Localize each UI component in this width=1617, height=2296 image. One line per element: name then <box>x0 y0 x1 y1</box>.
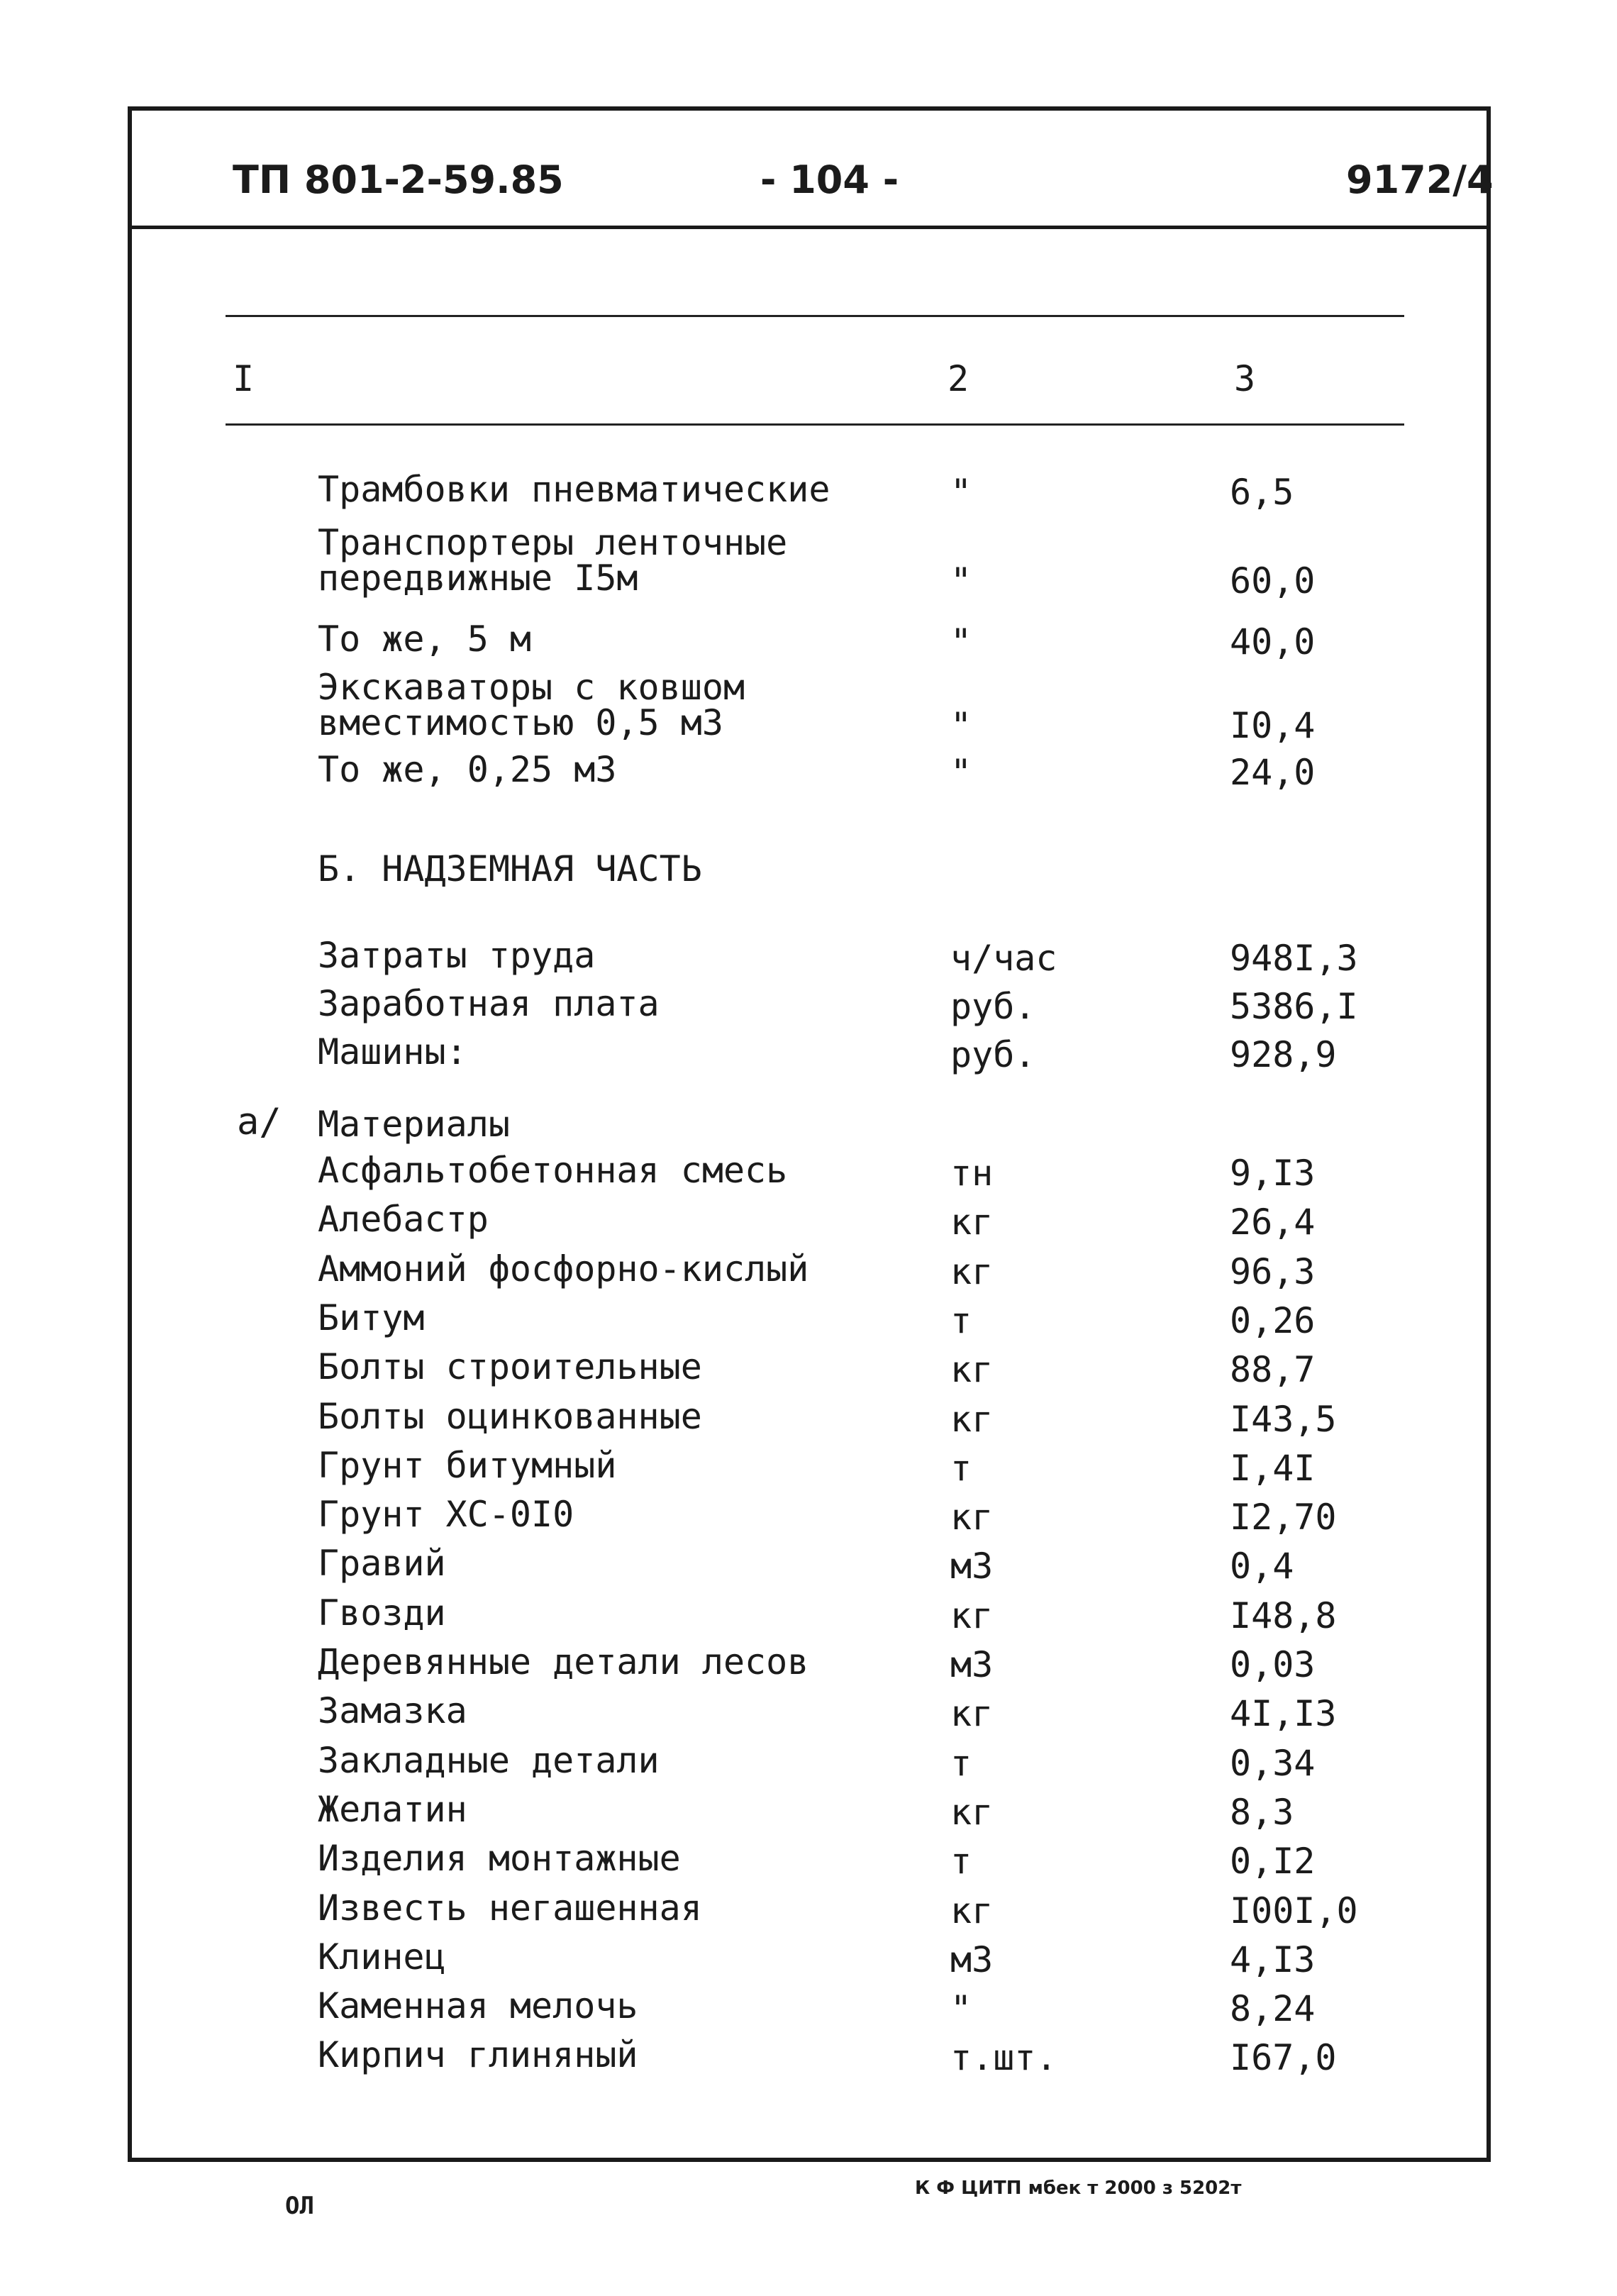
item-value: 88,7 <box>1230 1349 1316 1390</box>
item-name: Грунт битумный <box>318 1445 617 1486</box>
item-name: Грунт ХС-0I0 <box>318 1494 574 1535</box>
item-value: 0,26 <box>1230 1300 1316 1341</box>
item-value: 0,03 <box>1230 1644 1316 1685</box>
header-divider <box>128 226 1491 229</box>
footer-print-info: К Ф ЦИТП мбек т 2000 з 5202т <box>915 2178 1242 2199</box>
item-value: I67,0 <box>1230 2037 1337 2078</box>
item-unit: ч/час <box>950 938 1057 979</box>
item-name: Клинец <box>318 1936 446 1978</box>
item-value: 6,5 <box>1230 472 1294 513</box>
item-value: 4,I3 <box>1230 1939 1316 1980</box>
item-unit: " <box>950 621 972 662</box>
item-unit: руб. <box>950 986 1036 1027</box>
section-title: Б. НАДЗЕМНАЯ ЧАСТЬ <box>318 848 702 889</box>
item-value: 0,4 <box>1230 1546 1294 1587</box>
item-unit: " <box>950 560 972 601</box>
item-value: I00I,0 <box>1230 1890 1358 1931</box>
item-value: I2,70 <box>1230 1497 1337 1538</box>
item-name: Каменная мелочь <box>318 1985 638 2026</box>
item-unit: кг <box>950 1399 994 1440</box>
item-value: I,4I <box>1230 1448 1316 1489</box>
item-value: 4I,I3 <box>1230 1693 1337 1734</box>
item-name: Замазка <box>318 1690 467 1731</box>
item-name: Алебастр <box>318 1199 489 1240</box>
item-name: Асфальтобетонная смесь <box>318 1150 788 1191</box>
item-unit: кг <box>950 1497 994 1538</box>
doc-code: ТП 801-2-59.85 <box>233 157 564 202</box>
materials-title: Материалы <box>318 1104 510 1145</box>
item-unit: т <box>950 1300 972 1341</box>
item-unit: кг <box>950 1349 994 1390</box>
item-value: 8,24 <box>1230 1988 1316 2029</box>
item-name: То же, 0,25 м3 <box>318 749 617 790</box>
item-name: Изделия монтажные <box>318 1838 681 1879</box>
item-unit: кг <box>950 1792 994 1833</box>
item-unit: тн <box>950 1153 994 1194</box>
item-name: Известь негашенная <box>318 1887 702 1929</box>
item-value: I43,5 <box>1230 1399 1337 1440</box>
table-top-rule <box>226 315 1404 317</box>
item-unit: т <box>950 1448 972 1489</box>
item-value: 928,9 <box>1230 1034 1337 1075</box>
item-unit: т <box>950 1841 972 1882</box>
table-header-rule <box>226 423 1404 426</box>
item-value: 40,0 <box>1230 621 1316 662</box>
footer-left-mark: ОЛ <box>285 2192 314 2220</box>
item-value: I0,4 <box>1230 705 1316 746</box>
item-unit: " <box>950 752 972 793</box>
item-value: 24,0 <box>1230 752 1316 793</box>
sheet-number: 9172/4 <box>1346 157 1494 202</box>
item-value: 948I,3 <box>1230 938 1358 979</box>
item-name: Гвозди <box>318 1592 446 1634</box>
item-unit: м3 <box>950 1939 994 1980</box>
item-unit: " <box>950 1988 972 2029</box>
item-unit: " <box>950 705 972 746</box>
item-name: Кирпич глиняный <box>318 2034 638 2075</box>
item-unit: кг <box>950 1693 994 1734</box>
item-name: Транспортеры ленточные <box>318 522 788 563</box>
item-name: Аммоний фосфорно-кислый <box>318 1248 809 1290</box>
item-value: 8,3 <box>1230 1792 1294 1833</box>
item-unit: м3 <box>950 1546 994 1587</box>
column-header-2: 2 <box>948 358 969 399</box>
item-name: Гравий <box>318 1543 446 1584</box>
item-name: То же, 5 м <box>318 619 532 660</box>
item-value: 0,34 <box>1230 1743 1316 1784</box>
item-value: 60,0 <box>1230 560 1316 601</box>
item-name: Деревянные детали лесов <box>318 1641 809 1682</box>
item-unit: т <box>950 1743 972 1784</box>
item-unit: т.шт. <box>950 2037 1057 2078</box>
item-name: Трамбовки пневматические <box>318 469 830 510</box>
item-name: вместимостью 0,5 м3 <box>318 702 723 743</box>
item-value: 5386,I <box>1230 986 1358 1027</box>
item-name: передвижные I5м <box>318 558 638 599</box>
item-name: Затраты труда <box>318 935 596 976</box>
item-name: Закладные детали <box>318 1740 660 1781</box>
materials-marker: а/ <box>237 1101 282 1143</box>
item-name: Желатин <box>318 1789 467 1830</box>
column-header-1: I <box>233 358 255 399</box>
item-value: 26,4 <box>1230 1202 1316 1243</box>
column-header-3: 3 <box>1234 358 1256 399</box>
item-unit: " <box>950 472 972 513</box>
item-unit: кг <box>950 1890 994 1931</box>
item-unit: м3 <box>950 1644 994 1685</box>
item-value: 0,I2 <box>1230 1841 1316 1882</box>
item-unit: кг <box>950 1251 994 1292</box>
item-name: Битум <box>318 1297 425 1338</box>
item-value: I48,8 <box>1230 1595 1337 1636</box>
item-name: Болты оцинкованные <box>318 1396 702 1437</box>
item-value: 96,3 <box>1230 1251 1316 1292</box>
item-name: Экскаваторы с ковшом <box>318 667 745 708</box>
item-unit: кг <box>950 1595 994 1636</box>
item-name: Заработная плата <box>318 983 660 1024</box>
item-name: Болты строительные <box>318 1346 702 1387</box>
item-value: 9,I3 <box>1230 1153 1316 1194</box>
page-number: - 104 - <box>760 157 899 202</box>
item-unit: руб. <box>950 1034 1036 1075</box>
item-name: Машины: <box>318 1031 467 1072</box>
item-unit: кг <box>950 1202 994 1243</box>
